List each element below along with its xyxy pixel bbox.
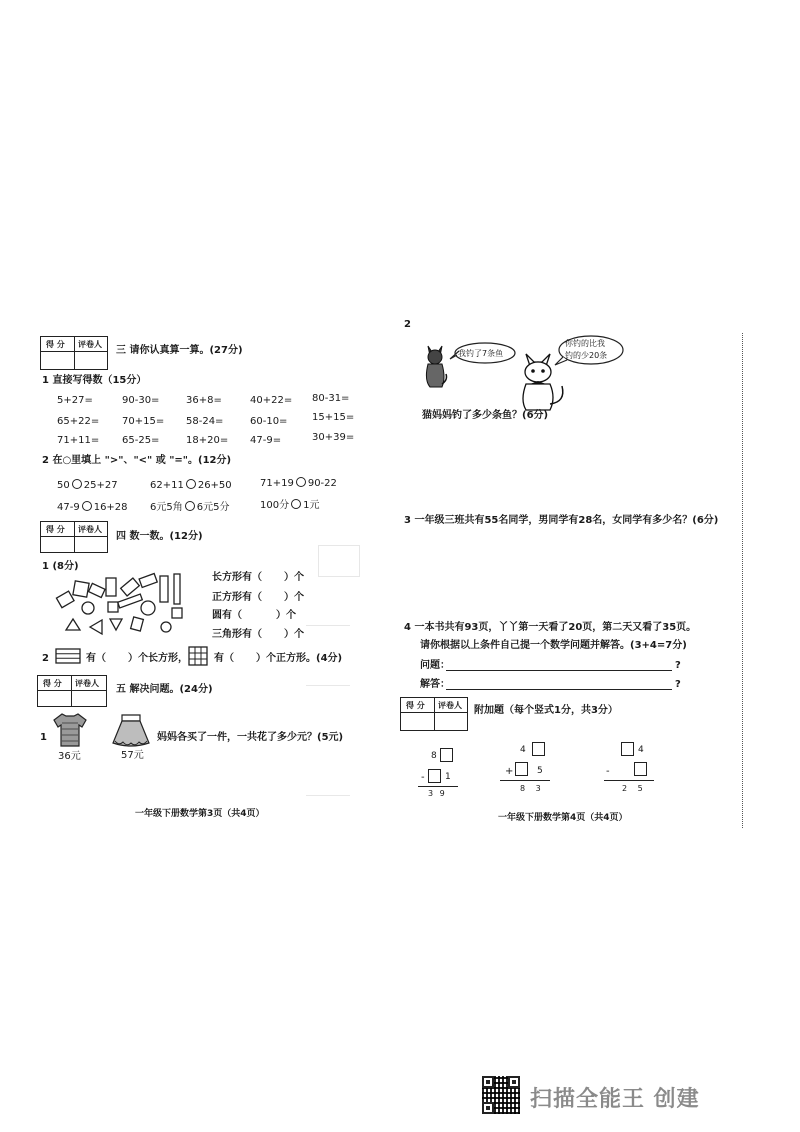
q2-text: 有（ (214, 653, 234, 664)
score-label: 得 分 (406, 701, 425, 710)
compare-circle[interactable] (186, 479, 196, 489)
bubble-left-text: 我钓了7条鱼 (458, 349, 504, 358)
right-q2-number: 2 (404, 319, 411, 330)
section-3-title: 三 请你认真算一算。(27分) (116, 345, 243, 356)
compare-right: 90-22 (307, 478, 337, 489)
puzzle-result: 3 9 (428, 789, 447, 798)
blank-box[interactable] (621, 742, 634, 756)
question-answer-line[interactable] (446, 670, 672, 671)
arith-cell: 5+27= (57, 395, 93, 406)
puzzle-digit: 1 (445, 772, 451, 782)
compare-left: 71+19 (260, 478, 294, 489)
skirt-icon (110, 713, 152, 749)
arith-cell: 58-24= (186, 416, 224, 427)
puzzle-result: 8 3 (520, 784, 545, 793)
puzzle-digit: 5 (537, 766, 543, 776)
blank-box[interactable] (515, 762, 528, 776)
blank-box[interactable] (440, 748, 453, 762)
blank-box[interactable] (428, 769, 441, 783)
arith-cell: 18+20= (186, 435, 229, 446)
compare-circle[interactable] (291, 499, 301, 509)
arith-cell: 30+39= (312, 432, 355, 443)
compare-item (57, 501, 128, 513)
reviewer-label: 评卷人 (438, 701, 462, 710)
score-label: 得 分 (46, 525, 65, 534)
section-4-title: 四 数一数。(12分) (116, 531, 203, 542)
compare-circle[interactable] (82, 501, 92, 511)
count-squares (212, 593, 304, 603)
section-5-q1-number: 1 (40, 732, 47, 743)
answer-mark: ? (675, 679, 681, 690)
count-label: 长方形有（ (212, 572, 262, 583)
binding-dotted-line (742, 333, 743, 828)
compare-left: 100分 (260, 500, 290, 511)
count-triangles (212, 630, 304, 640)
section-4-q1-label: 1 (8分) (42, 561, 79, 572)
count-label: 圆有（ (212, 610, 242, 621)
qr-code-icon (482, 1076, 520, 1114)
section-3-q1-title: 1 直接写得数（15分） (42, 375, 147, 386)
blank-box[interactable] (532, 742, 545, 756)
score-box-sec3 (40, 336, 108, 370)
q2-text: ）个正方形。(4分) (256, 653, 343, 664)
arith-cell: 47-9= (250, 435, 282, 446)
section-5-title: 五 解决问题。(24分) (116, 684, 213, 695)
compare-right: 6元5分 (196, 502, 230, 513)
striped-rectangle-figure (55, 648, 81, 664)
puzzle-digit: 8 (431, 751, 437, 761)
shapes-figure (48, 572, 198, 642)
puzzle-result: 2 5 (622, 784, 647, 793)
score-label: 得 分 (43, 679, 62, 688)
section-5-q1-text: 妈妈各买了一件，一共花了多少元？(5元) (157, 732, 344, 743)
compare-left: 47-9 (57, 502, 80, 513)
count-label: 三角形有（ (212, 629, 262, 640)
arith-cell: 60-10= (250, 416, 288, 427)
puzzle-digit: 4 (638, 745, 644, 755)
reviewer-label: 评卷人 (78, 340, 102, 349)
question-mark: ? (675, 660, 681, 671)
left-page-footer: 一年级下册数学第3页（共4页） (135, 809, 265, 819)
compare-item (57, 479, 118, 491)
right-q4-line1: 4 一本书共有93页，丫丫第一天看了20页，第二天又看了35页。 (404, 622, 697, 633)
compare-left: 6元5角 (150, 502, 183, 513)
question-label: 问题： (420, 660, 450, 671)
puzzle-rule (418, 786, 458, 787)
compare-right: 16+28 (93, 502, 128, 513)
section-4-q2-text-a (86, 654, 188, 664)
compare-item (260, 499, 319, 511)
blank-box[interactable] (634, 762, 647, 776)
score-box-bonus (400, 697, 468, 731)
score-box-sec4 (40, 521, 108, 553)
watermark-text: 扫描全能王 创建 (530, 1087, 700, 1112)
right-q2-question: 猫妈妈钓了多少条鱼？(6分) (422, 410, 549, 421)
count-label: 正方形有（ (212, 592, 262, 603)
compare-right: 1元 (303, 500, 320, 511)
compare-item (260, 477, 337, 489)
bubble-right-line1: 你钓的比我 (565, 339, 605, 348)
puzzle-digit: 4 (520, 745, 526, 755)
right-q3: 3 一年级三班共有55名同学，男同学有28名，女同学有多少名？(6分) (404, 515, 719, 526)
count-unit: ）个 (284, 572, 304, 583)
grid-square-figure (188, 646, 208, 666)
compare-right: 26+50 (197, 480, 232, 491)
count-unit: ）个 (276, 610, 296, 621)
kitten-icon (420, 340, 450, 390)
compare-item (150, 479, 232, 491)
compare-item (150, 501, 229, 513)
shirt-price: 36元 (58, 751, 81, 762)
puzzle-rule (500, 780, 550, 781)
puzzle-operator: - (606, 766, 610, 777)
score-label: 得 分 (46, 340, 65, 349)
count-rectangles (212, 573, 304, 583)
arith-cell: 80-31= (312, 393, 350, 404)
compare-right: 25+27 (83, 480, 118, 491)
compare-left: 50 (57, 480, 70, 491)
section-3-q2-title: 2 在○里填上 ">"、"<" 或 "="。(12分) (42, 455, 232, 466)
reviewer-label: 评卷人 (75, 679, 99, 688)
score-box-sec5 (37, 675, 107, 707)
compare-left: 62+11 (150, 480, 184, 491)
count-circles (212, 611, 296, 621)
arith-cell: 90-30= (122, 395, 160, 406)
compare-circle[interactable] (72, 479, 82, 489)
answer-label: 解答： (420, 679, 450, 690)
arith-cell: 15+15= (312, 412, 355, 423)
arith-cell: 71+11= (57, 435, 100, 446)
compare-circle[interactable] (185, 501, 195, 511)
bonus-title: 附加题（每个竖式1分，共3分） (474, 705, 618, 716)
arith-cell: 36+8= (186, 395, 222, 406)
q2-text: 有（ (86, 653, 106, 664)
puzzle-operator: + (505, 766, 514, 777)
puzzle-rule (604, 780, 654, 781)
shirt-icon (50, 711, 90, 749)
section-4-q2-number: 2 (42, 653, 49, 664)
q2-text: ）个长方形， (128, 653, 188, 664)
right-q4-line2: 请你根据以上条件自己提一个数学问题并解答。(3+4=7分) (420, 640, 687, 651)
count-unit: ）个 (284, 629, 304, 640)
arith-cell: 65-25= (122, 435, 160, 446)
bubble-right-line2: 钓的少20条 (565, 351, 608, 360)
arith-cell: 70+15= (122, 416, 165, 427)
puzzle-operator: - (421, 772, 425, 783)
right-page-footer: 一年级下册数学第4页（共4页） (498, 813, 628, 823)
compare-circle[interactable] (296, 477, 306, 487)
arith-cell: 65+22= (57, 416, 100, 427)
count-unit: ）个 (284, 592, 304, 603)
reviewer-label: 评卷人 (78, 525, 102, 534)
skirt-price: 57元 (121, 750, 144, 761)
answer-line[interactable] (446, 689, 672, 690)
bleed-through-marks (298, 545, 358, 805)
arith-cell: 40+22= (250, 395, 293, 406)
